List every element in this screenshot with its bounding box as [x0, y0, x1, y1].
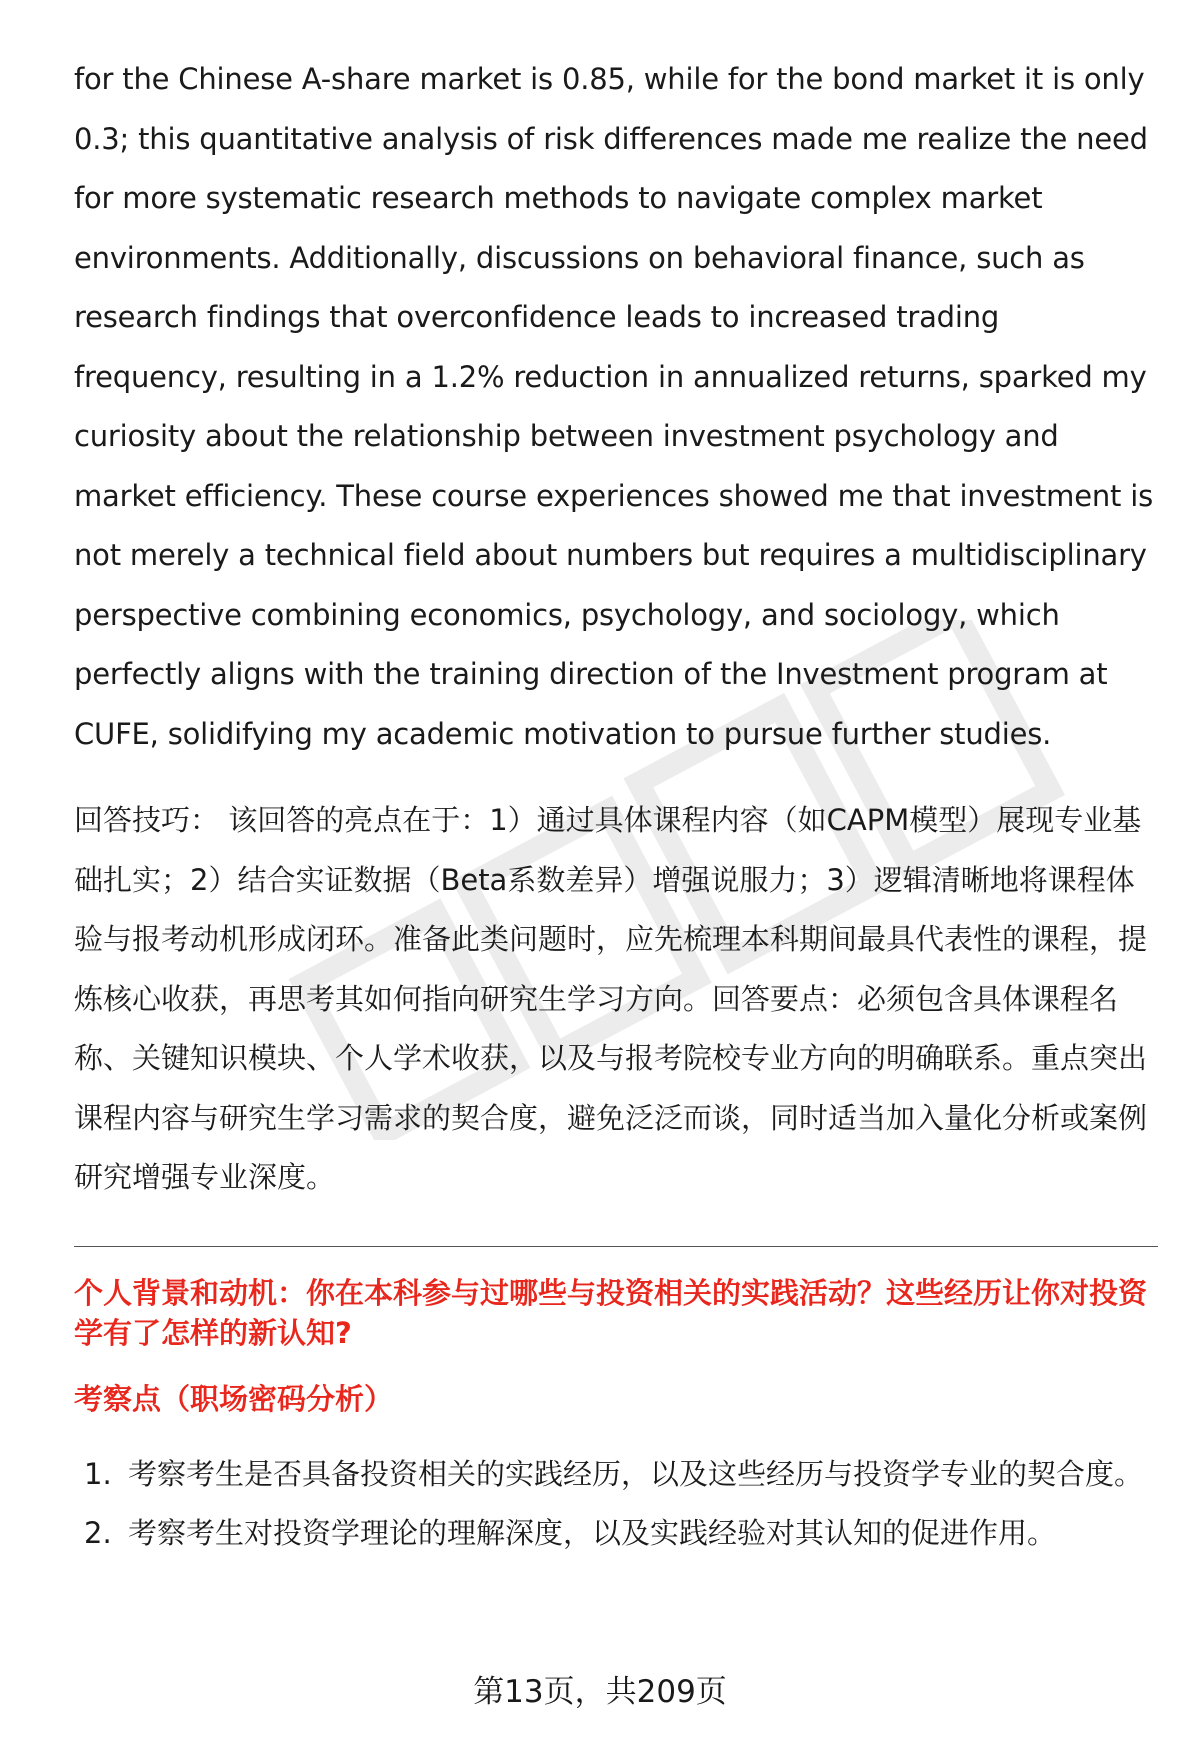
list-item: [74, 1504, 1158, 1564]
section-divider: [74, 1246, 1158, 1247]
list-item: [74, 1445, 1158, 1505]
page-number-footer: 第13页，共209页: [473, 1674, 727, 1710]
list-item-number: 2.: [84, 1516, 112, 1550]
assessment-subheading: 考察点（职场密码分析）: [74, 1381, 394, 1416]
body-paragraph: for the Chinese A-share market is 0.85, while for the bond market it is only 0.3; this quantitative analysis of risk differences made me realize the need for more systematic research methods to navigate complex market environments. Additionally, discussions on behavioral finance, such as research findings that overconfidence leads to increased trading frequency, resulting in a 1.2% reduction in annualized returns, sparked my curiosity about the relationship between investment psychology and market efficiency. These course experiences showed me that investment is not merely a technical field about numbers but requires a multidisciplinary perspective combining economics, psychology, and sociology, which perfectly aligns with the training direction of the Investment program at CUFE, solidifying my academic motivation to pursue further studies.: [74, 62, 1153, 751]
answer-tip-paragraph: 回答技巧： 该回答的亮点在于：1）通过具体课程内容（如CAPM模型）展现专业基础扎实；2）结合实证数据（Beta系数差异）增强说服力；3）逻辑清晰地将课程体验与报考动机形成闭环。准备此类问题时，应先梳理本科期间最具代表性的课程，提炼核心收获，再思考其如何指向研究生学习方向。回答要点：必须包含具体课程名称、关键知识模块、个人学术收获，以及与报考院校专业方向的明确联系。重点突出课程内容与研究生学习需求的契合度，避免泛泛而谈，同时适当加入量化分析或案例研究增强专业深度。: [74, 803, 1148, 1194]
question-heading: 个人背景和动机：你在本科参与过哪些与投资相关的实践活动？这些经历让你对投资学有了怎样的新认知?: [74, 1275, 1148, 1350]
list-item-number: 1.: [84, 1456, 112, 1491]
list-item-text: 考察考生是否具备投资相关的实践经历，以及这些经历与投资学专业的契合度。: [128, 1456, 1144, 1491]
document-page: [74, 50, 1158, 1564]
assessment-points-list: [74, 1445, 1158, 1564]
list-item-text: 考察考生对投资学理论的理解深度，以及实践经验对其认知的促进作用。: [128, 1516, 1057, 1550]
